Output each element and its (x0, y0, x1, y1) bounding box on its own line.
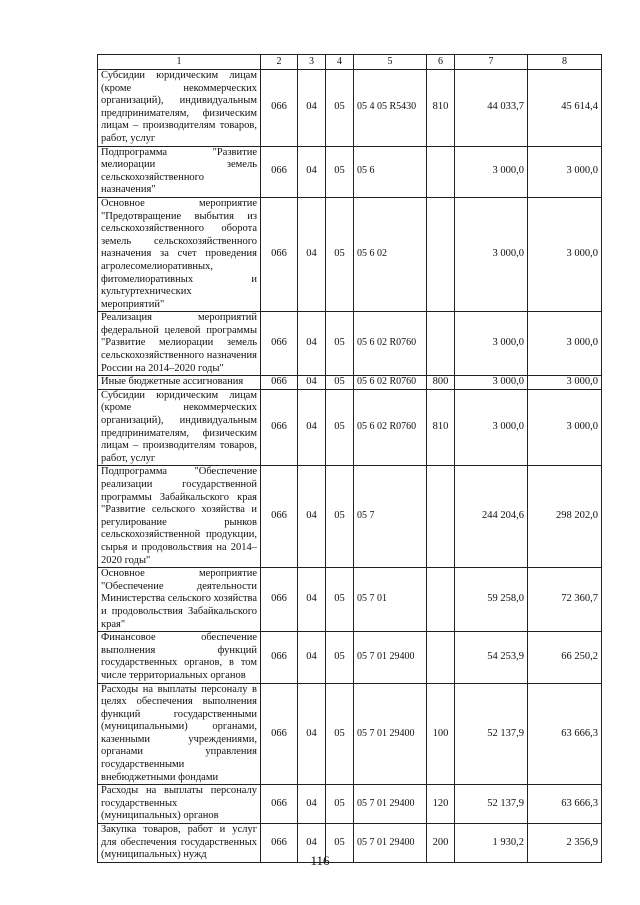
subsection-code-cell: 05 (326, 785, 354, 824)
target-article-cell: 05 7 01 29400 (354, 683, 427, 785)
expense-type-cell: 200 (427, 824, 455, 863)
expense-type-cell: 810 (427, 389, 455, 466)
amount-year1-cell: 59 258,0 (455, 568, 528, 632)
subsection-code-cell: 05 (326, 466, 354, 568)
section-code-cell: 04 (298, 466, 326, 568)
target-article-cell: 05 7 01 29400 (354, 785, 427, 824)
target-article-cell: 05 6 02 R0760 (354, 389, 427, 466)
row-name-cell: Расходы на выплаты персоналу государственных (муниципальных) органов (98, 785, 261, 824)
amount-year2-cell: 3 000,0 (528, 376, 602, 390)
target-article-cell: 05 4 05 R5430 (354, 70, 427, 147)
page-number: 116 (310, 853, 330, 868)
table-row (98, 466, 602, 568)
ministry-code-cell: 066 (261, 568, 298, 632)
header-cell: 8 (528, 55, 602, 70)
subsection-code-cell: 05 (326, 376, 354, 390)
ministry-code-cell: 066 (261, 312, 298, 376)
subsection-code-cell: 05 (326, 632, 354, 683)
ministry-code-cell: 066 (261, 197, 298, 311)
amount-year1-cell: 3 000,0 (455, 376, 528, 390)
expense-type-cell (427, 466, 455, 568)
section-code-cell: 04 (298, 146, 326, 197)
section-code-cell: 04 (298, 785, 326, 824)
target-article-cell: 05 6 02 R0760 (354, 312, 427, 376)
table-row (98, 197, 602, 311)
expense-type-cell (427, 312, 455, 376)
header-cell: 1 (98, 55, 261, 70)
row-name-cell: Основное мероприятие "Предотвращение выбытия из сельскохозяйственного оборота земель сельскохозяйственного назначения за счет проведения агролесомелиоративных, фитомелиоративных и культуртехнических мероприятий" (98, 197, 261, 311)
row-name-cell: Иные бюджетные ассигнования (98, 376, 261, 390)
amount-year1-cell: 52 137,9 (455, 785, 528, 824)
section-code-cell: 04 (298, 632, 326, 683)
amount-year2-cell: 72 360,7 (528, 568, 602, 632)
ministry-code-cell: 066 (261, 824, 298, 863)
table-row (98, 70, 602, 147)
amount-year2-cell: 45 614,4 (528, 70, 602, 147)
amount-year1-cell: 54 253,9 (455, 632, 528, 683)
section-code-cell: 04 (298, 197, 326, 311)
expense-type-cell (427, 197, 455, 311)
row-name-cell: Закупка товаров, работ и услуг для обеспечения государственных (муниципальных) нужд (98, 824, 261, 863)
target-article-cell: 05 7 01 29400 (354, 824, 427, 863)
ministry-code-cell: 066 (261, 376, 298, 390)
section-code-cell: 04 (298, 70, 326, 147)
subsection-code-cell: 05 (326, 70, 354, 147)
subsection-code-cell: 05 (326, 146, 354, 197)
expense-type-cell: 100 (427, 683, 455, 785)
table-row (98, 146, 602, 197)
ministry-code-cell: 066 (261, 389, 298, 466)
amount-year1-cell: 3 000,0 (455, 146, 528, 197)
amount-year2-cell: 66 250,2 (528, 632, 602, 683)
expense-type-cell: 120 (427, 785, 455, 824)
table-row (98, 312, 602, 376)
ministry-code-cell: 066 (261, 146, 298, 197)
amount-year2-cell: 3 000,0 (528, 197, 602, 311)
table-row (98, 632, 602, 683)
expense-type-cell (427, 632, 455, 683)
budget-table (97, 54, 602, 863)
table-row (98, 683, 602, 785)
ministry-code-cell: 066 (261, 785, 298, 824)
ministry-code-cell: 066 (261, 632, 298, 683)
amount-year2-cell: 298 202,0 (528, 466, 602, 568)
amount-year1-cell: 244 204,6 (455, 466, 528, 568)
table-row (98, 568, 602, 632)
table-row (98, 376, 602, 390)
ministry-code-cell: 066 (261, 683, 298, 785)
table-row (98, 389, 602, 466)
expense-type-cell (427, 146, 455, 197)
row-name-cell: Финансовое обеспечение выполнения функций государственных органов, в том числе территориальных органов (98, 632, 261, 683)
section-code-cell: 04 (298, 683, 326, 785)
row-name-cell: Основное мероприятие "Обеспечение деятельности Министерства сельского хозяйства и продовольствия Забайкальского края" (98, 568, 261, 632)
amount-year2-cell: 63 666,3 (528, 683, 602, 785)
section-code-cell: 04 (298, 389, 326, 466)
amount-year1-cell: 1 930,2 (455, 824, 528, 863)
amount-year1-cell: 44 033,7 (455, 70, 528, 147)
expense-type-cell: 800 (427, 376, 455, 390)
row-name-cell: Субсидии юридическим лицам (кроме некоммерческих организаций), индивидуальным предпринимателям, физическим лицам – производителям товаров, работ, услуг (98, 389, 261, 466)
ministry-code-cell: 066 (261, 466, 298, 568)
header-cell: 4 (326, 55, 354, 70)
target-article-cell: 05 6 02 R0760 (354, 376, 427, 390)
subsection-code-cell: 05 (326, 197, 354, 311)
subsection-code-cell: 05 (326, 683, 354, 785)
target-article-cell: 05 7 (354, 466, 427, 568)
target-article-cell: 05 7 01 (354, 568, 427, 632)
subsection-code-cell: 05 (326, 824, 354, 863)
target-article-cell: 05 7 01 29400 (354, 632, 427, 683)
header-cell: 7 (455, 55, 528, 70)
section-code-cell: 04 (298, 824, 326, 863)
table-header-row (98, 55, 602, 70)
section-code-cell: 04 (298, 568, 326, 632)
amount-year2-cell: 63 666,3 (528, 785, 602, 824)
row-name-cell: Субсидии юридическим лицам (кроме некоммерческих организаций), индивидуальным предпринимателям, физическим лицам – производителям товаров, работ, услуг (98, 70, 261, 147)
amount-year1-cell: 52 137,9 (455, 683, 528, 785)
target-article-cell: 05 6 (354, 146, 427, 197)
ministry-code-cell: 066 (261, 70, 298, 147)
expense-type-cell (427, 568, 455, 632)
amount-year2-cell: 3 000,0 (528, 389, 602, 466)
amount-year1-cell: 3 000,0 (455, 312, 528, 376)
row-name-cell: Расходы на выплаты персоналу в целях обеспечения выполнения функций государственными (муниципальными) органами, казенными учреждениями, органами управления государственными внебюджетными фондами (98, 683, 261, 785)
row-name-cell: Реализация мероприятий федеральной целевой программы "Развитие мелиорации земель сельскохозяйственного назначения России на 2014–2020 годы" (98, 312, 261, 376)
row-name-cell: Подпрограмма "Развитие мелиорации земель сельскохозяйственного назначения" (98, 146, 261, 197)
subsection-code-cell: 05 (326, 389, 354, 466)
target-article-cell: 05 6 02 (354, 197, 427, 311)
amount-year1-cell: 3 000,0 (455, 197, 528, 311)
section-code-cell: 04 (298, 312, 326, 376)
header-cell: 5 (354, 55, 427, 70)
subsection-code-cell: 05 (326, 312, 354, 376)
header-cell: 2 (261, 55, 298, 70)
subsection-code-cell: 05 (326, 568, 354, 632)
amount-year2-cell: 2 356,9 (528, 824, 602, 863)
row-name-cell: Подпрограмма "Обеспечение реализации государственной программы Забайкальского края "Развитие сельского хозяйства и регулирование рынков сельскохозяйственной продукции, сырья и продовольствия на 2014–2020 годы" (98, 466, 261, 568)
amount-year2-cell: 3 000,0 (528, 312, 602, 376)
table-row (98, 785, 602, 824)
header-cell: 3 (298, 55, 326, 70)
section-code-cell: 04 (298, 376, 326, 390)
expense-type-cell: 810 (427, 70, 455, 147)
amount-year1-cell: 3 000,0 (455, 389, 528, 466)
header-cell: 6 (427, 55, 455, 70)
amount-year2-cell: 3 000,0 (528, 146, 602, 197)
